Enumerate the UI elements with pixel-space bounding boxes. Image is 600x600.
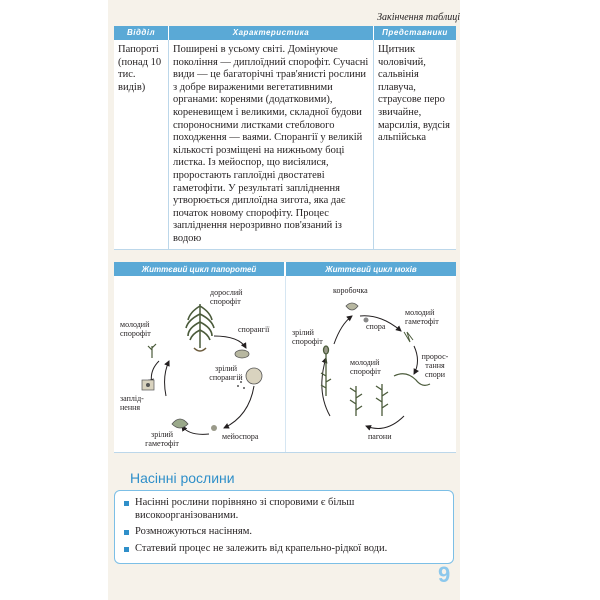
cell-representatives: Щитник чоловічий, сальвінія плавуча, страусове перо звичайне, марсилія, вудсія альпійська [374, 40, 457, 249]
bullet-list [123, 497, 447, 555]
sporangia-icon [235, 350, 249, 358]
young-gametophyte-icon [404, 332, 413, 342]
label-shoots: пагони [368, 432, 392, 441]
label-meiospore: мейоспора [222, 432, 259, 441]
list-item: Статевий процес не залежить від крапельно-рідкої води. [123, 543, 447, 556]
table-header-row [114, 26, 456, 40]
label-germination: пророс-тання спори [421, 352, 449, 379]
list-item: Розмножуються насінням. [123, 526, 447, 539]
label-young-gametophyte: молодий гаметофіт [405, 308, 439, 326]
fertilization-icon [142, 380, 154, 390]
label-mature-sporangium: зрілий спорангій [209, 364, 243, 382]
page-number: 9 [438, 562, 451, 587]
cell-division: Папороті (понад 10 тис. видів) [114, 40, 169, 249]
adult-sporophyte-icon [186, 304, 214, 351]
label-capsule: коробочка [333, 286, 368, 295]
label-adult-sporophyte: дорослий спорофіт [210, 288, 243, 306]
label-young-sporophyte: молодий спорофіт [120, 320, 151, 338]
label-spore: спора [366, 322, 386, 331]
summary-box [114, 490, 454, 564]
section-title: Насінні рослини [130, 470, 235, 486]
gametophyte-icon [172, 419, 188, 428]
cell-characteristics: Поширені в усьому світі. Домінуюче покоління — диплоїдний спорофіт. Сучасні види — це багаторічні трав'янисті рослини з добре вираженими вегетативними органами: коренями (додатковими), кореневищем і великими, складної будови спороносними листками стеблового походження — ваями. Спорангії у великій кількості розміщені на нижньому боці листка. Із мейоспор, що висіялися, проростають гаплоїдні двостатеві гаметофіти. У результаті запліднення утворюється диплоїдна зигота, яка дає початок новому спорофіту. Процес запліднення нерозривно пов'язаний із водою [169, 40, 374, 249]
label-mature-gametophyte: зрілий гаметофіт [145, 430, 179, 448]
table-caption: Закінчення таблиці [377, 12, 460, 23]
label-mature-sporophyte: зрілий спорофіт [292, 328, 323, 346]
fern-cycle-title: Життєвий цикл папоротей [114, 262, 286, 276]
header-representatives: Представники [374, 26, 457, 40]
header-division: Відділ [114, 26, 169, 40]
label-sporangia: спорангії [238, 325, 270, 334]
capsule-icon [346, 303, 358, 310]
shoots-icon [350, 384, 388, 416]
table-row [114, 40, 456, 249]
life-cycle-header [114, 262, 456, 276]
moss-cycle-title: Життєвий цикл мохів [286, 262, 456, 276]
list-item: Насінні рослини порівняно зі споровими є більш високоорганізованими. [123, 497, 447, 522]
label-young-sporophyte-moss: молодий спорофіт [350, 358, 381, 376]
meiospore-icon [211, 425, 217, 431]
plants-table [114, 26, 456, 250]
label-fertilization: заплід-нення [120, 394, 144, 412]
header-characteristics: Характеристика [169, 26, 374, 40]
young-sporophyte-icon [148, 344, 156, 358]
